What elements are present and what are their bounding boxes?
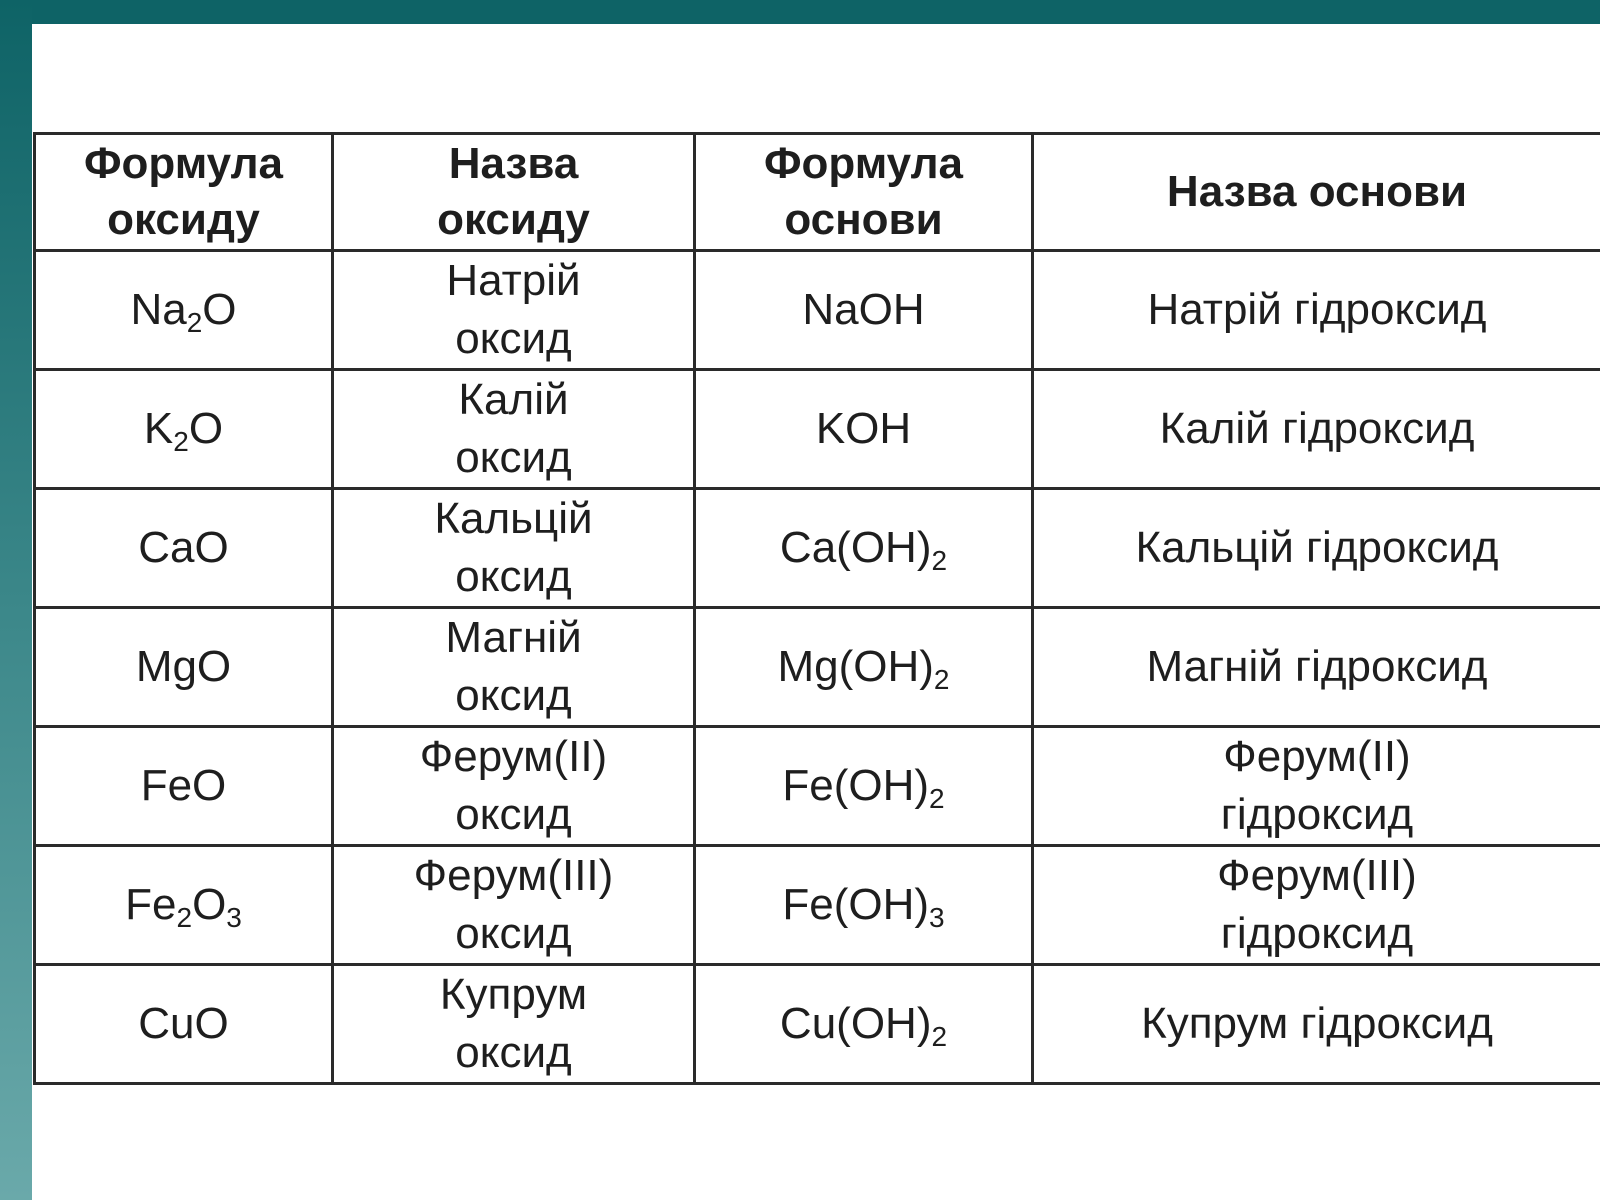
table-row [35,608,1600,727]
oxide-name-cell: Купрум оксид [333,965,695,1084]
oxide-name-cell: Кальцій оксид [333,489,695,608]
oxide-formula-cell: CuO [35,965,333,1084]
header-oxide-name: Назва оксиду [333,134,695,251]
oxide-formula-cell: $Fe_2O_3$ [35,846,333,965]
oxide-name-cell: Натрій оксид [333,251,695,370]
top-decorative-bar [0,0,1600,24]
table-row [35,846,1600,965]
base-formula-cell: $Cu(OH)_2$ [695,965,1033,1084]
oxide-name-cell: Магній оксид [333,608,695,727]
table-row [35,370,1600,489]
table-row [35,251,1600,370]
table-row [35,965,1600,1084]
table-row [35,727,1600,846]
header-base-formula: Формула основи [695,134,1033,251]
oxide-formula-cell: $Na_2O$ [35,251,333,370]
oxide-formula-cell: CaO [35,489,333,608]
base-formula-cell: $Fe(OH)_2$ [695,727,1033,846]
table-body [35,251,1600,1084]
oxide-name-cell: Ферум(ІІІ) оксид [333,846,695,965]
base-formula-cell: $Ca(OH)_2$ [695,489,1033,608]
oxides-bases-table [33,132,1600,1085]
base-formula-cell: NaOH [695,251,1033,370]
base-name-cell: Калій гідроксид [1033,370,1600,489]
header-base-name: Назва основи [1033,134,1600,251]
base-name-cell: Ферум(ІІІ) гідроксид [1033,846,1600,965]
left-decorative-bar [0,0,32,1200]
base-formula-cell: KOH [695,370,1033,489]
base-name-cell: Кальцій гідроксид [1033,489,1600,608]
header-oxide-formula: Формула оксиду [35,134,333,251]
base-formula-cell: $Mg(OH)_2$ [695,608,1033,727]
oxide-formula-cell: MgO [35,608,333,727]
base-name-cell: Купрум гідроксид [1033,965,1600,1084]
base-name-cell: Натрій гідроксид [1033,251,1600,370]
base-name-cell: Ферум(ІІ) гідроксид [1033,727,1600,846]
oxide-formula-cell: $K_2O$ [35,370,333,489]
oxide-name-cell: Калій оксид [333,370,695,489]
table-row [35,489,1600,608]
base-name-cell: Магній гідроксид [1033,608,1600,727]
oxide-name-cell: Ферум(ІІ) оксид [333,727,695,846]
table-header-row [35,134,1600,251]
oxide-formula-cell: FeO [35,727,333,846]
base-formula-cell: $Fe(OH)_3$ [695,846,1033,965]
